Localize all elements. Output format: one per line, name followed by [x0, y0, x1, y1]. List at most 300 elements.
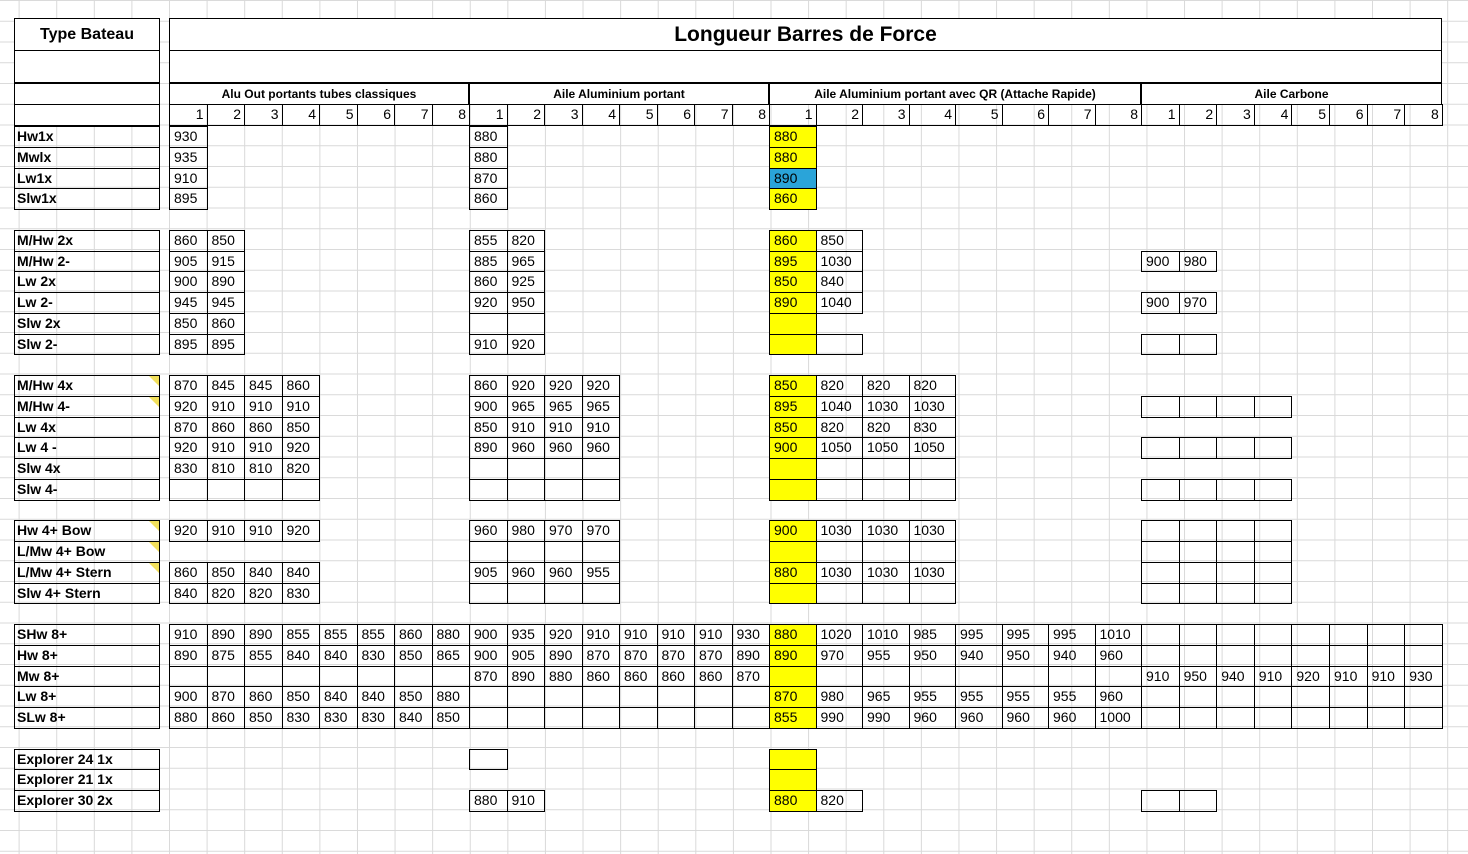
row-label[interactable]: Explorer 24 1x: [14, 749, 160, 771]
data-cell[interactable]: 895: [169, 188, 208, 210]
data-cell[interactable]: [1404, 707, 1443, 729]
data-cell[interactable]: 830: [357, 707, 396, 729]
row-label[interactable]: Slw 4-: [14, 479, 160, 501]
data-cell[interactable]: 860: [694, 666, 733, 688]
data-cell[interactable]: 920: [544, 375, 583, 397]
data-cell[interactable]: [1367, 624, 1406, 646]
data-cell[interactable]: 850: [769, 417, 817, 439]
data-cell[interactable]: 870: [469, 666, 508, 688]
data-cell[interactable]: 855: [319, 624, 358, 646]
data-cell[interactable]: [1141, 437, 1180, 459]
data-cell[interactable]: [1179, 334, 1218, 356]
data-cell[interactable]: [544, 479, 583, 501]
data-cell[interactable]: 855: [244, 645, 283, 667]
data-cell[interactable]: [1254, 437, 1293, 459]
data-cell[interactable]: 965: [862, 686, 910, 708]
row-label[interactable]: Explorer 21 1x: [14, 769, 160, 791]
data-cell[interactable]: [1254, 520, 1293, 542]
data-cell[interactable]: 880: [169, 707, 208, 729]
data-cell[interactable]: [1329, 645, 1368, 667]
data-cell[interactable]: 965: [507, 396, 546, 418]
data-cell[interactable]: 855: [357, 624, 396, 646]
data-cell[interactable]: 940: [1216, 666, 1255, 688]
data-cell[interactable]: [1216, 707, 1255, 729]
data-cell[interactable]: 820: [282, 458, 321, 480]
data-cell[interactable]: 960: [582, 437, 621, 459]
data-cell[interactable]: [469, 749, 508, 771]
data-cell[interactable]: 990: [816, 707, 864, 729]
data-cell[interactable]: [1254, 707, 1293, 729]
data-cell[interactable]: [694, 686, 733, 708]
data-cell[interactable]: 870: [469, 168, 508, 190]
row-label[interactable]: Hw1x: [14, 126, 160, 148]
row-label[interactable]: SHw 8+: [14, 624, 160, 646]
data-cell[interactable]: 870: [169, 375, 208, 397]
data-cell[interactable]: 1010: [1095, 624, 1143, 646]
data-cell[interactable]: [1254, 396, 1293, 418]
data-cell[interactable]: 995: [1048, 624, 1096, 646]
data-cell[interactable]: 960: [1095, 645, 1143, 667]
data-cell[interactable]: 990: [862, 707, 910, 729]
data-cell[interactable]: 1030: [816, 520, 864, 542]
data-cell[interactable]: 850: [769, 271, 817, 293]
data-cell[interactable]: [1329, 624, 1368, 646]
data-cell[interactable]: 820: [816, 375, 864, 397]
data-cell[interactable]: 880: [769, 126, 817, 148]
data-cell[interactable]: 980: [816, 686, 864, 708]
data-cell[interactable]: 870: [694, 645, 733, 667]
data-cell[interactable]: 955: [955, 686, 1003, 708]
data-cell[interactable]: 940: [955, 645, 1003, 667]
data-cell[interactable]: 865: [432, 645, 471, 667]
data-cell[interactable]: 850: [394, 686, 433, 708]
data-cell[interactable]: [507, 313, 546, 335]
data-cell[interactable]: [769, 479, 817, 501]
data-cell[interactable]: 920: [1291, 666, 1330, 688]
data-cell[interactable]: [1291, 686, 1330, 708]
data-cell[interactable]: 950: [909, 645, 957, 667]
data-cell[interactable]: 895: [169, 334, 208, 356]
data-cell[interactable]: [1002, 666, 1050, 688]
data-cell[interactable]: 850: [432, 707, 471, 729]
data-cell[interactable]: 935: [169, 147, 208, 169]
data-cell[interactable]: [469, 458, 508, 480]
data-cell[interactable]: 895: [207, 334, 246, 356]
data-cell[interactable]: 860: [769, 188, 817, 210]
data-cell[interactable]: 960: [507, 437, 546, 459]
data-cell[interactable]: [1216, 541, 1255, 563]
data-cell[interactable]: 850: [244, 707, 283, 729]
data-cell[interactable]: 890: [507, 666, 546, 688]
data-cell[interactable]: 910: [1254, 666, 1293, 688]
data-cell[interactable]: 895: [769, 396, 817, 418]
data-cell[interactable]: 920: [282, 437, 321, 459]
data-cell[interactable]: 920: [169, 396, 208, 418]
data-cell[interactable]: 810: [207, 458, 246, 480]
data-cell[interactable]: [507, 479, 546, 501]
data-cell[interactable]: 880: [469, 147, 508, 169]
data-cell[interactable]: [909, 583, 957, 605]
data-cell[interactable]: 820: [816, 790, 864, 812]
data-cell[interactable]: 995: [955, 624, 1003, 646]
data-cell[interactable]: 885: [469, 251, 508, 273]
data-cell[interactable]: [816, 583, 864, 605]
data-cell[interactable]: 820: [862, 375, 910, 397]
data-cell[interactable]: [1141, 562, 1180, 584]
data-cell[interactable]: 1030: [909, 520, 957, 542]
data-cell[interactable]: 860: [582, 666, 621, 688]
data-cell[interactable]: [1216, 520, 1255, 542]
data-cell[interactable]: 870: [619, 645, 658, 667]
data-cell[interactable]: [469, 479, 508, 501]
data-cell[interactable]: 970: [582, 520, 621, 542]
data-cell[interactable]: [816, 541, 864, 563]
data-cell[interactable]: [1141, 624, 1180, 646]
data-cell[interactable]: 890: [544, 645, 583, 667]
data-cell[interactable]: [909, 666, 957, 688]
data-cell[interactable]: 840: [282, 562, 321, 584]
data-cell[interactable]: 905: [507, 645, 546, 667]
data-cell[interactable]: [582, 686, 621, 708]
data-cell[interactable]: 855: [769, 707, 817, 729]
data-cell[interactable]: 1050: [909, 437, 957, 459]
data-cell[interactable]: 850: [207, 230, 246, 252]
data-cell[interactable]: [582, 479, 621, 501]
row-label[interactable]: Lw 4x: [14, 417, 160, 439]
data-cell[interactable]: 1030: [909, 396, 957, 418]
data-cell[interactable]: [732, 686, 771, 708]
data-cell[interactable]: 955: [582, 562, 621, 584]
data-cell[interactable]: 1050: [816, 437, 864, 459]
data-cell[interactable]: 980: [507, 520, 546, 542]
data-cell[interactable]: 860: [769, 230, 817, 252]
data-cell[interactable]: [1254, 624, 1293, 646]
row-label[interactable]: M/Hw 2-: [14, 251, 160, 273]
data-cell[interactable]: [769, 749, 817, 771]
row-label[interactable]: M/Hw 4x: [14, 375, 160, 397]
data-cell[interactable]: 860: [207, 707, 246, 729]
data-cell[interactable]: [1048, 666, 1096, 688]
data-cell[interactable]: 960: [909, 707, 957, 729]
data-cell[interactable]: [1141, 520, 1180, 542]
data-cell[interactable]: [207, 479, 246, 501]
data-cell[interactable]: 860: [207, 417, 246, 439]
data-cell[interactable]: [1291, 707, 1330, 729]
data-cell[interactable]: [862, 666, 910, 688]
data-cell[interactable]: 850: [469, 417, 508, 439]
data-cell[interactable]: 945: [207, 292, 246, 314]
data-cell[interactable]: 880: [432, 686, 471, 708]
data-cell[interactable]: [1179, 520, 1218, 542]
data-cell[interactable]: 970: [544, 520, 583, 542]
data-cell[interactable]: [1179, 645, 1218, 667]
data-cell[interactable]: [1179, 541, 1218, 563]
data-cell[interactable]: [1329, 707, 1368, 729]
data-cell[interactable]: 820: [862, 417, 910, 439]
data-cell[interactable]: [1141, 790, 1180, 812]
data-cell[interactable]: 860: [657, 666, 696, 688]
data-cell[interactable]: [1141, 541, 1180, 563]
data-cell[interactable]: 910: [207, 520, 246, 542]
data-cell[interactable]: [657, 707, 696, 729]
data-cell[interactable]: 970: [816, 645, 864, 667]
data-cell[interactable]: [507, 686, 546, 708]
data-cell[interactable]: 870: [582, 645, 621, 667]
data-cell[interactable]: 870: [657, 645, 696, 667]
data-cell[interactable]: 930: [169, 126, 208, 148]
data-cell[interactable]: [1179, 707, 1218, 729]
data-cell[interactable]: 910: [507, 790, 546, 812]
data-cell[interactable]: 860: [394, 624, 433, 646]
row-label[interactable]: Slw 2x: [14, 313, 160, 335]
data-cell[interactable]: [1254, 583, 1293, 605]
data-cell[interactable]: 850: [207, 562, 246, 584]
data-cell[interactable]: [816, 458, 864, 480]
data-cell[interactable]: 845: [244, 375, 283, 397]
data-cell[interactable]: 890: [769, 168, 817, 190]
data-cell[interactable]: [1254, 541, 1293, 563]
data-cell[interactable]: 855: [469, 230, 508, 252]
data-cell[interactable]: 1030: [816, 251, 864, 273]
data-cell[interactable]: 955: [1048, 686, 1096, 708]
data-cell[interactable]: [769, 458, 817, 480]
data-cell[interactable]: [1404, 686, 1443, 708]
data-cell[interactable]: [769, 541, 817, 563]
data-cell[interactable]: 850: [769, 375, 817, 397]
data-cell[interactable]: [282, 479, 321, 501]
data-cell[interactable]: 830: [282, 707, 321, 729]
data-cell[interactable]: [816, 479, 864, 501]
data-cell[interactable]: 860: [282, 375, 321, 397]
data-cell[interactable]: [1141, 479, 1180, 501]
data-cell[interactable]: [244, 666, 283, 688]
data-cell[interactable]: [619, 686, 658, 708]
data-cell[interactable]: 960: [544, 562, 583, 584]
row-label[interactable]: Mwlx: [14, 147, 160, 169]
data-cell[interactable]: [955, 666, 1003, 688]
data-cell[interactable]: 980: [1179, 251, 1218, 273]
data-cell[interactable]: 910: [169, 624, 208, 646]
data-cell[interactable]: [469, 541, 508, 563]
data-cell[interactable]: [909, 458, 957, 480]
data-cell[interactable]: 955: [909, 686, 957, 708]
row-label[interactable]: Explorer 30 2x: [14, 790, 160, 812]
data-cell[interactable]: [582, 541, 621, 563]
data-cell[interactable]: 945: [169, 292, 208, 314]
data-cell[interactable]: 1030: [862, 396, 910, 418]
data-cell[interactable]: 900: [1141, 292, 1180, 314]
data-cell[interactable]: 830: [169, 458, 208, 480]
row-label[interactable]: M/Hw 2x: [14, 230, 160, 252]
data-cell[interactable]: 920: [469, 292, 508, 314]
data-cell[interactable]: 850: [394, 645, 433, 667]
data-cell[interactable]: [1216, 396, 1255, 418]
data-cell[interactable]: 860: [469, 271, 508, 293]
data-cell[interactable]: [1095, 666, 1143, 688]
data-cell[interactable]: 900: [469, 396, 508, 418]
data-cell[interactable]: [469, 583, 508, 605]
data-cell[interactable]: 1030: [862, 562, 910, 584]
data-cell[interactable]: 895: [769, 251, 817, 273]
data-cell[interactable]: 870: [732, 666, 771, 688]
data-cell[interactable]: 860: [619, 666, 658, 688]
data-cell[interactable]: 910: [207, 437, 246, 459]
data-cell[interactable]: [507, 583, 546, 605]
data-cell[interactable]: 900: [169, 686, 208, 708]
data-cell[interactable]: [544, 458, 583, 480]
data-cell[interactable]: [582, 583, 621, 605]
data-cell[interactable]: 965: [507, 251, 546, 273]
data-cell[interactable]: 900: [469, 645, 508, 667]
data-cell[interactable]: [169, 666, 208, 688]
data-cell[interactable]: [1179, 437, 1218, 459]
data-cell[interactable]: [1179, 790, 1218, 812]
row-label[interactable]: Slw 2-: [14, 334, 160, 356]
row-label[interactable]: L/Mw 4+ Stern: [14, 562, 160, 584]
data-cell[interactable]: 880: [769, 562, 817, 584]
data-cell[interactable]: [1141, 396, 1180, 418]
data-cell[interactable]: [1179, 686, 1218, 708]
data-cell[interactable]: 1040: [816, 396, 864, 418]
data-cell[interactable]: [1141, 707, 1180, 729]
data-cell[interactable]: [1179, 624, 1218, 646]
data-cell[interactable]: [1216, 583, 1255, 605]
row-label[interactable]: Lw 4 -: [14, 437, 160, 459]
data-cell[interactable]: [1141, 583, 1180, 605]
data-cell[interactable]: 950: [1179, 666, 1218, 688]
data-cell[interactable]: [582, 707, 621, 729]
row-label[interactable]: Hw 4+ Bow: [14, 520, 160, 542]
data-cell[interactable]: [507, 541, 546, 563]
data-cell[interactable]: 820: [816, 417, 864, 439]
data-cell[interactable]: [862, 541, 910, 563]
data-cell[interactable]: [357, 666, 396, 688]
data-cell[interactable]: 850: [282, 686, 321, 708]
data-cell[interactable]: 910: [244, 520, 283, 542]
data-cell[interactable]: 880: [469, 126, 508, 148]
data-cell[interactable]: 900: [769, 437, 817, 459]
data-cell[interactable]: [469, 686, 508, 708]
data-cell[interactable]: [1216, 437, 1255, 459]
data-cell[interactable]: [1179, 562, 1218, 584]
data-cell[interactable]: 860: [169, 562, 208, 584]
data-cell[interactable]: 890: [732, 645, 771, 667]
data-cell[interactable]: 910: [657, 624, 696, 646]
data-cell[interactable]: 830: [909, 417, 957, 439]
data-cell[interactable]: 960: [544, 437, 583, 459]
data-cell[interactable]: 910: [694, 624, 733, 646]
row-label[interactable]: Slw1x: [14, 188, 160, 210]
data-cell[interactable]: [319, 666, 358, 688]
data-cell[interactable]: [769, 313, 817, 335]
data-cell[interactable]: 880: [769, 624, 817, 646]
data-cell[interactable]: [544, 541, 583, 563]
data-cell[interactable]: 985: [909, 624, 957, 646]
data-cell[interactable]: 920: [169, 437, 208, 459]
data-cell[interactable]: [1216, 686, 1255, 708]
data-cell[interactable]: 995: [1002, 624, 1050, 646]
data-cell[interactable]: 820: [244, 583, 283, 605]
data-cell[interactable]: 840: [244, 562, 283, 584]
data-cell[interactable]: 920: [507, 375, 546, 397]
data-cell[interactable]: [544, 583, 583, 605]
data-cell[interactable]: 840: [319, 686, 358, 708]
data-cell[interactable]: 920: [507, 334, 546, 356]
data-cell[interactable]: 950: [1002, 645, 1050, 667]
row-label[interactable]: Hw 8+: [14, 645, 160, 667]
data-cell[interactable]: 880: [544, 666, 583, 688]
data-cell[interactable]: [507, 707, 546, 729]
data-cell[interactable]: 925: [507, 271, 546, 293]
data-cell[interactable]: 1000: [1095, 707, 1143, 729]
data-cell[interactable]: [1367, 707, 1406, 729]
data-cell[interactable]: 830: [357, 645, 396, 667]
data-cell[interactable]: 890: [469, 437, 508, 459]
data-cell[interactable]: [816, 334, 864, 356]
data-cell[interactable]: 890: [169, 645, 208, 667]
data-cell[interactable]: [1291, 645, 1330, 667]
row-label[interactable]: L/Mw 4+ Bow: [14, 541, 160, 563]
data-cell[interactable]: 930: [1404, 666, 1443, 688]
data-cell[interactable]: [1254, 479, 1293, 501]
data-cell[interactable]: 840: [282, 645, 321, 667]
data-cell[interactable]: 910: [582, 417, 621, 439]
data-cell[interactable]: 1040: [816, 292, 864, 314]
data-cell[interactable]: 1030: [862, 520, 910, 542]
data-cell[interactable]: [1179, 583, 1218, 605]
data-cell[interactable]: 910: [469, 334, 508, 356]
data-cell[interactable]: 855: [282, 624, 321, 646]
data-cell[interactable]: 920: [582, 375, 621, 397]
data-cell[interactable]: 905: [469, 562, 508, 584]
data-cell[interactable]: 960: [1095, 686, 1143, 708]
data-cell[interactable]: [1329, 686, 1368, 708]
data-cell[interactable]: 890: [769, 292, 817, 314]
data-cell[interactable]: 870: [769, 686, 817, 708]
data-cell[interactable]: 880: [432, 624, 471, 646]
data-cell[interactable]: 880: [469, 790, 508, 812]
data-cell[interactable]: 850: [282, 417, 321, 439]
data-cell[interactable]: [732, 707, 771, 729]
data-cell[interactable]: [1141, 686, 1180, 708]
data-cell[interactable]: 1030: [909, 562, 957, 584]
row-label[interactable]: M/Hw 4-: [14, 396, 160, 418]
data-cell[interactable]: [469, 707, 508, 729]
data-cell[interactable]: 955: [862, 645, 910, 667]
row-label[interactable]: SLw 8+: [14, 707, 160, 729]
data-cell[interactable]: 910: [1329, 666, 1368, 688]
data-cell[interactable]: [862, 479, 910, 501]
data-cell[interactable]: 1020: [816, 624, 864, 646]
row-label[interactable]: Lw 2x: [14, 271, 160, 293]
data-cell[interactable]: 830: [319, 707, 358, 729]
data-cell[interactable]: 845: [207, 375, 246, 397]
data-cell[interactable]: 860: [244, 417, 283, 439]
data-cell[interactable]: [282, 666, 321, 688]
data-cell[interactable]: 910: [619, 624, 658, 646]
data-cell[interactable]: 910: [244, 396, 283, 418]
data-cell[interactable]: [909, 541, 957, 563]
row-label[interactable]: Slw 4+ Stern: [14, 583, 160, 605]
data-cell[interactable]: [619, 707, 658, 729]
data-cell[interactable]: 860: [469, 375, 508, 397]
data-cell[interactable]: 915: [207, 251, 246, 273]
data-cell[interactable]: 820: [207, 583, 246, 605]
data-cell[interactable]: [544, 707, 583, 729]
data-cell[interactable]: 840: [816, 271, 864, 293]
data-cell[interactable]: 910: [282, 396, 321, 418]
row-label[interactable]: Lw 2-: [14, 292, 160, 314]
